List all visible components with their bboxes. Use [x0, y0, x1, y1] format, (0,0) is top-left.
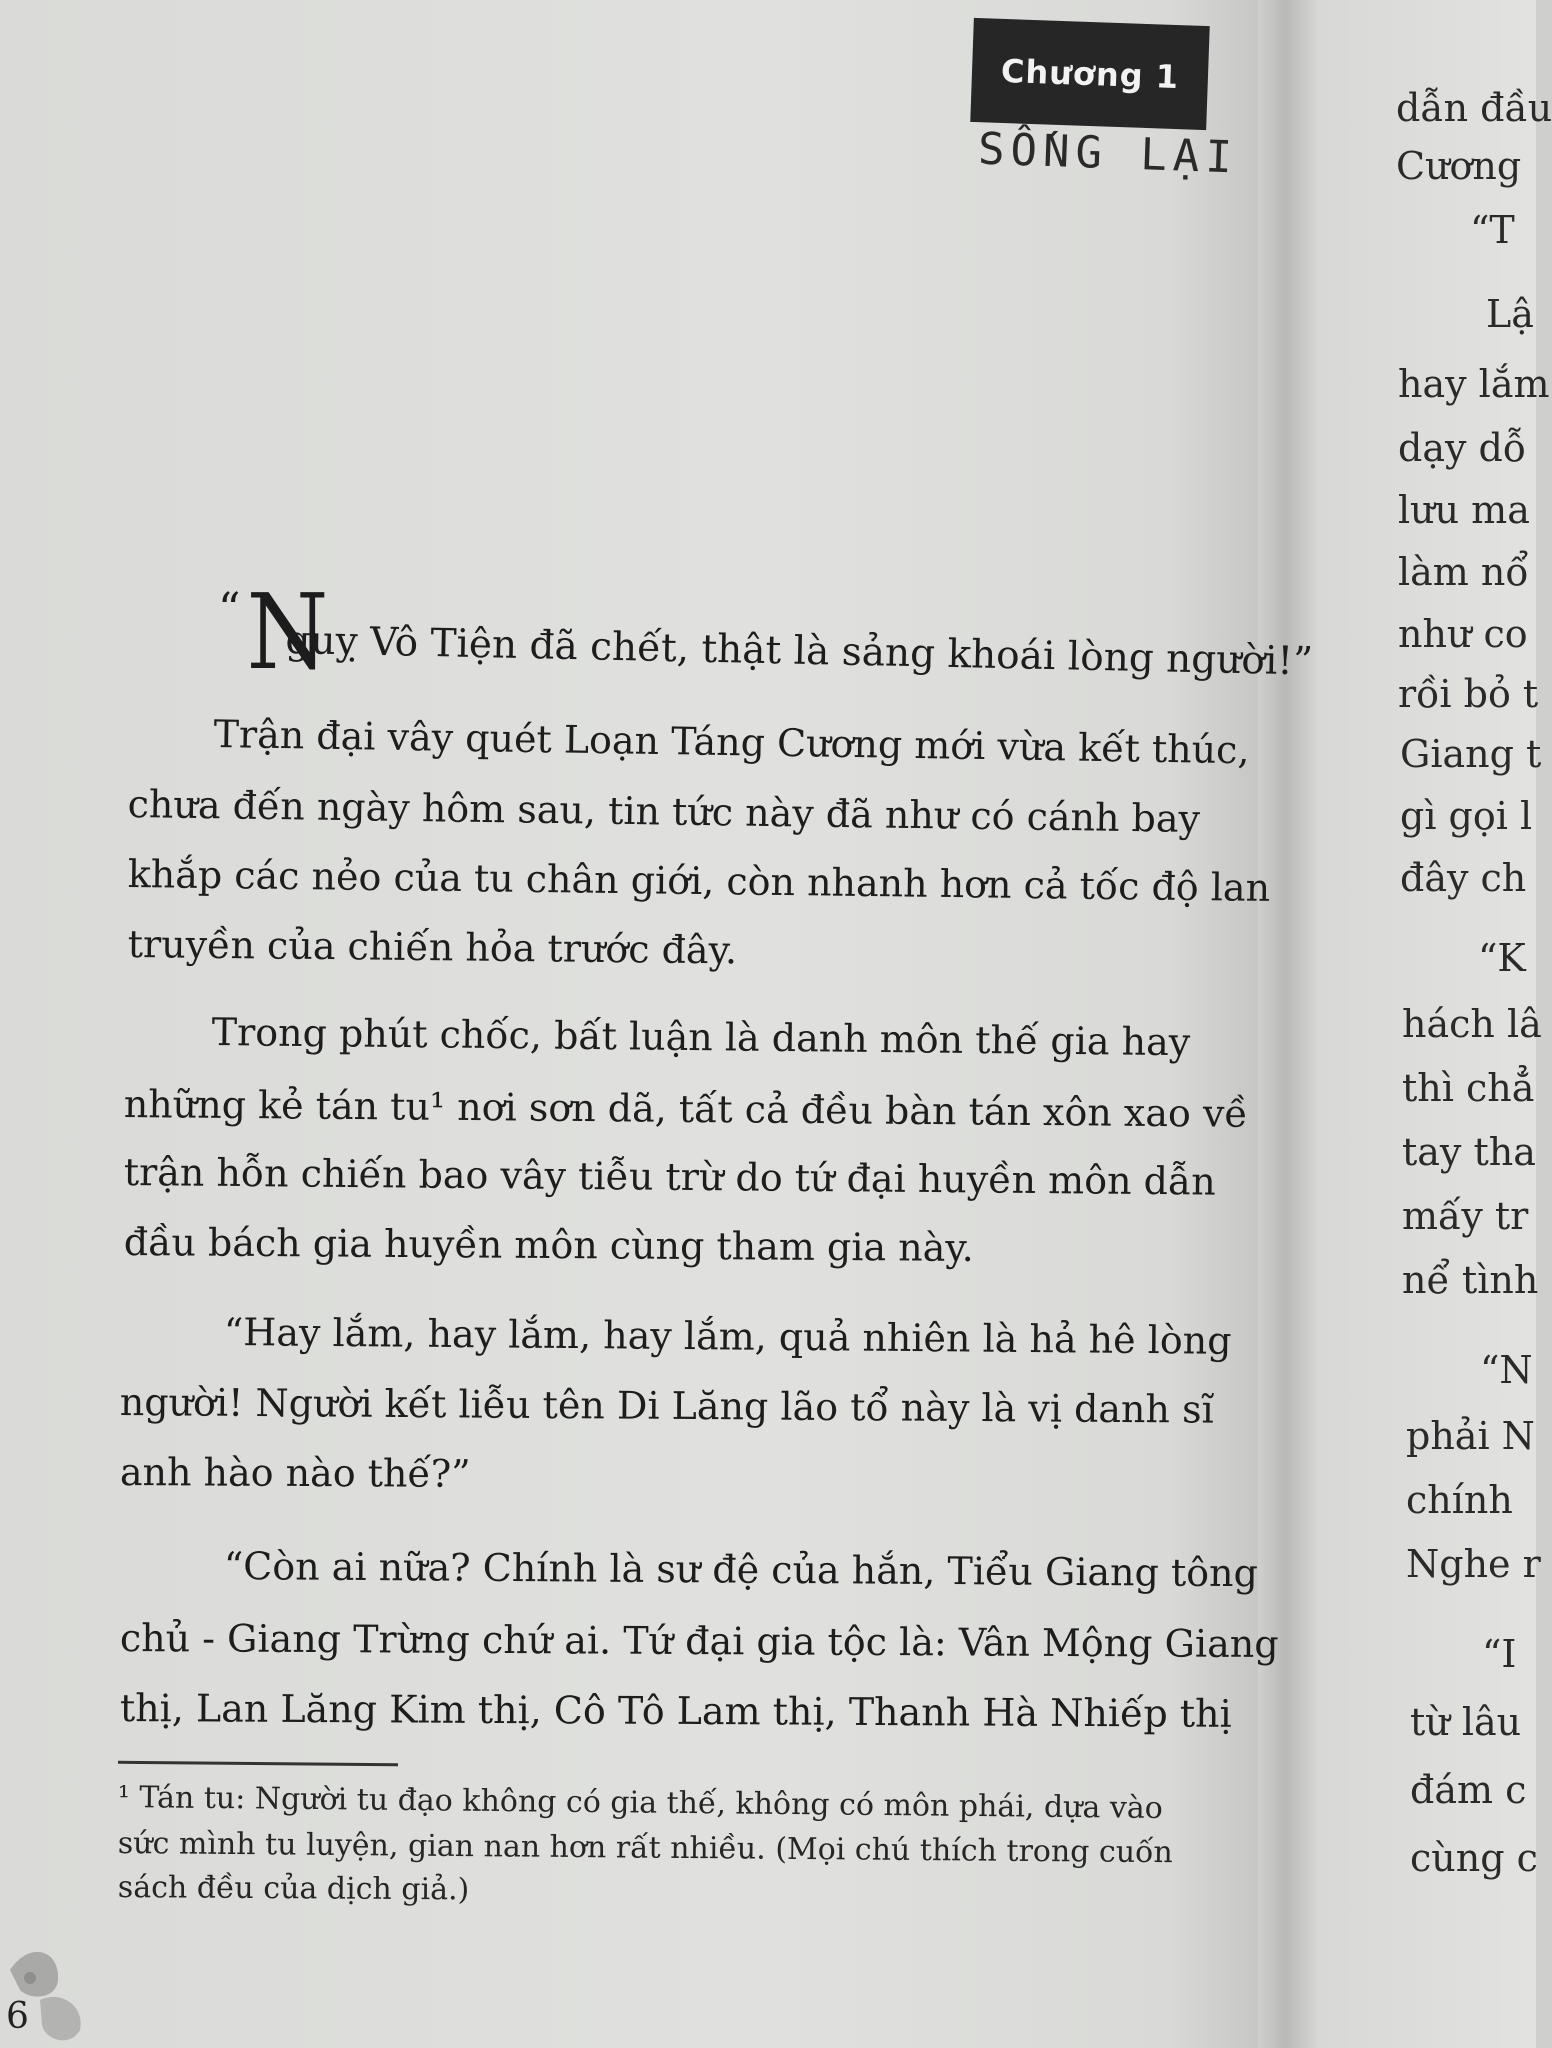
body-line: truyền của chiến hỏa trước đây. [127, 922, 738, 973]
chapter-label: Chương 1 [970, 18, 1209, 130]
body-line: khắp các nẻo của tu chân giới, còn nhanh hơn cả tốc độ lan [127, 852, 1271, 910]
footnote-line: sách đều của dịch giả.) [117, 1870, 470, 1908]
body-line: anh hào nào thế?” [119, 1450, 471, 1496]
body-line: chủ - Giang Trừng chứ ai. Tứ đại gia tộc là: Vân Mộng Giang [119, 1616, 1279, 1667]
right-page-line: “N [1480, 1348, 1533, 1392]
right-page-line: cùng c [1410, 1836, 1538, 1880]
body-line: trận hỗn chiến bao vây tiễu trừ do tứ đại huyền môn dẫn [123, 1150, 1216, 1204]
right-page-line: phải N [1406, 1414, 1535, 1458]
footnote-line: sức mình tu luyện, gian nan hơn rất nhiều. (Mọi chú thích trong cuốn [117, 1826, 1173, 1871]
book-gutter [1258, 0, 1318, 2048]
body-line: chưa đến ngày hôm sau, tin tức này đã như có cánh bay [127, 782, 1201, 841]
right-page-line: “T [1470, 208, 1515, 252]
body-line: thị, Lan Lăng Kim thị, Cô Tô Lam thị, Thanh Hà Nhiếp thị [119, 1686, 1232, 1736]
right-page-line: Giang t [1400, 732, 1542, 776]
body-line: người! Người kết liễu tên Di Lăng lão tổ này là vị danh sĩ [119, 1380, 1214, 1432]
right-page-line: “K [1478, 936, 1526, 980]
right-page-line: như co [1398, 612, 1528, 656]
right-page-line: gì gọi l [1400, 794, 1533, 838]
body-line: Trận đại vây quét Loạn Táng Cương mới vừa kết thúc, [213, 712, 1250, 773]
right-page-line: lưu ma [1398, 488, 1530, 532]
right-page-line: nể tình [1402, 1258, 1539, 1302]
right-page-line: từ lâu [1410, 1700, 1522, 1744]
right-page-line: thì chẳ [1402, 1066, 1535, 1110]
body-line: guỵ Vô Tiện đã chết, thật là sảng khoái lòng người!” [285, 618, 1314, 685]
page-number: 6 [6, 1996, 29, 2037]
right-page-line: Nghe r [1406, 1542, 1541, 1586]
right-page-line: tay tha [1402, 1130, 1536, 1174]
footnote-line: ¹ Tán tu: Người tu đạo không có gia thế, không có môn phái, dựa vào [117, 1780, 1163, 1826]
right-page-line: dạy dỗ [1398, 426, 1527, 470]
drop-cap: N [246, 571, 329, 693]
right-page-line: hách lâ [1402, 1002, 1542, 1046]
body-line: Trong phút chốc, bất luận là danh môn thế gia hay [211, 1010, 1191, 1065]
right-page-line: mấy tr [1402, 1194, 1529, 1238]
body-line: “Hay lắm, hay lắm, hay lắm, quả nhiên là hả hê lòng [223, 1310, 1232, 1363]
opening-quote: “ [218, 584, 241, 635]
body-line: đầu bách gia huyền môn cùng tham gia này. [123, 1220, 974, 1270]
right-page-line: Cương [1396, 144, 1522, 188]
chapter-title: SỐNG LẠI [977, 123, 1239, 184]
body-line: “Còn ai nữa? Chính là sư đệ của hắn, Tiểu Giang tông [223, 1544, 1259, 1596]
right-page [1318, 0, 1552, 2048]
right-page-line: Lậ [1486, 292, 1534, 336]
right-page-line: đám c [1410, 1768, 1527, 1812]
right-page-line: “I [1482, 1632, 1517, 1676]
right-page-line: rồi bỏ t [1398, 672, 1539, 716]
right-page-line: hay lắm [1398, 362, 1550, 406]
right-page-line: làm nổ [1398, 550, 1529, 594]
right-page-line: chính [1406, 1478, 1513, 1522]
right-page-line: đây ch [1400, 856, 1527, 900]
right-page-line: dẫn đầu [1396, 86, 1552, 130]
body-line: những kẻ tán tu¹ nơi sơn dã, tất cả đều bàn tán xôn xao về [123, 1082, 1248, 1136]
